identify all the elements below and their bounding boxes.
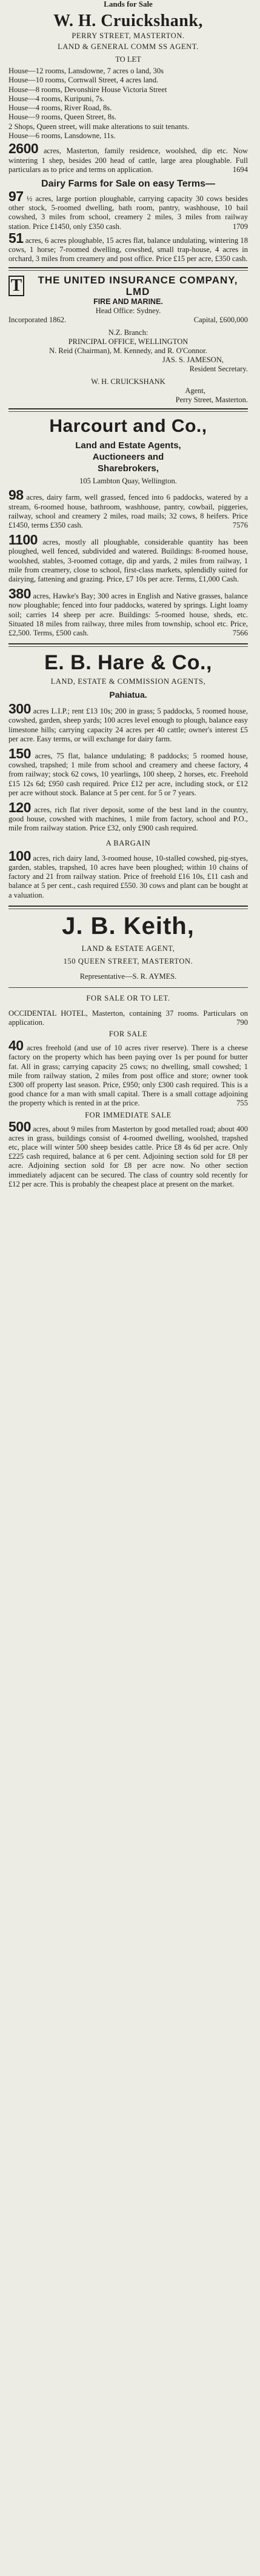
entry-lead: 100: [8, 847, 31, 864]
to-let-item: House—10 rooms, Cornwall Street, 4 acres land.: [8, 76, 159, 85]
entry-lead: 51: [8, 230, 24, 246]
sale-let-heading: FOR SALE OR TO LET.: [86, 993, 170, 1002]
entry-ref: 1709: [232, 222, 248, 231]
bargain-heading: A BARGAIN: [105, 838, 151, 847]
for-sale-heading: FOR SALE: [108, 1030, 148, 1039]
entry-lead: 150: [8, 746, 31, 762]
to-let-item: House—6 rooms, Lansdowne, 11s.: [8, 131, 116, 141]
hare-line1: LAND, ESTATE & COMMISSION AGENTS,: [50, 677, 206, 686]
insurance-agent-title: Agent,: [185, 386, 205, 396]
entry-text: acres freehold (and use of 10 acres river reserve). There is a cheese factory on the property which has been paying over 1s per pound for butter fat. All in grass; carrying capacity 25 cows; no dwelling, small cowshed; 1 mile from railway station, 2 miles from post office and store; owner took £300 off property last season. Price, £950; only £300 cash required. This is a good chance for a man with small capital. There is a small cottage adjoining the property which is rented in at the price.: [8, 1044, 248, 1108]
entry-text: acres L.I.P.; rent £13 10s; 200 in grass; 5 paddocks, 5 roomed house, cowshed, garden, sheep yards; 100 acres level enough to plough, balance easy limestone hills; carrying capacity 24 acres per 40 cattle; owner's interest £5 per acre. Easy terms, or will exchange for dairy farm.: [8, 707, 248, 743]
entry-text: acres, 6 acres ploughable, 15 acres flat, balance undulating, wintering 18 cows, 1 horse; 7-roomed dwelling, cowshed, small trap-house, 4 acres in orchard, 3 miles from creamery and post office. Price £15 per acre, £350 cash.: [8, 236, 248, 263]
entry-lead: 98: [8, 487, 24, 503]
divider: [8, 643, 248, 647]
listing-entry: [8, 586, 248, 638]
insurance-secretary: JAS. S. JAMESON,: [162, 356, 224, 365]
entry-97: [8, 188, 248, 231]
entry-lead: 300: [8, 701, 31, 717]
harcourt-line2: Auctioneers and: [92, 452, 164, 463]
entry-text: acres, mostly all ploughable, considerable quantity has been ploughed, well fenced, subdivided and watered. Buildings: 8-roomed house, woolshed, stables, 3-roomed cottage, dip and yards, 2 miles from railway, 1 mile from creamery, close to school, first-class markets, splendidly suited for dairying, fattening and grazing. Price, £7 10s per acre. Terms, £1,000 Cash.: [8, 538, 248, 584]
listing-entry: [8, 532, 248, 584]
to-let-item: House—4 rooms, Kuripuni, 7s.: [8, 94, 105, 103]
entry-lead: 1100: [8, 532, 38, 548]
to-let-list: [8, 67, 248, 141]
entry-text: acres, about 9 miles from Masterton by good metalled road; about 400 acres in grass, buildings consist of 4-roomed dwelling, woolshed, trapshed etc, place will winter 500 sheep besides cattle. Price £8 4s 6d per acre. Only £225 cash required, balance at 6 per cent. Adjoining section sold for £8 per acre. Adjoining section sold for £8 per acre now. No other section immediately adjacent can be secured. The class of country sold recently for £12 per acre. This is probably the cheapest place at present on the market.: [8, 1124, 248, 1188]
entry-text: acres, rich dairy land, 3-roomed house, 10-stalled cowshed, pig-styes, garden, stables, trapshed, 10 acres have been ploughed; within 10 chains of factory and 21 from railway station. Price of freehold £16 10s, £11 cash and balance at 5 per cent., cash required £550. 30 cows and plant can be bought at a valuation.: [8, 853, 248, 899]
divider: [8, 987, 248, 988]
insurance-secretary-title: Resident Secretary.: [189, 365, 248, 374]
harcourt-listings: [8, 487, 248, 638]
hotel-entry: [8, 1009, 248, 1027]
cruickshank-name: W. H. Cruickshank,: [53, 12, 203, 30]
listing-entry: [8, 701, 248, 744]
cruickshank-ad: [8, 11, 248, 263]
keith-name: J. B. Keith,: [62, 912, 195, 939]
entry-lead: 500: [8, 1118, 31, 1134]
hare-listings: [8, 701, 248, 899]
to-let-item: 2 Shops, Queen street, will make alterations to suit tenants.: [8, 122, 189, 131]
entry-lead: 97: [8, 188, 24, 204]
to-let-heading: TO LET: [115, 55, 141, 64]
harcourt-address: 105 Lambton Quay, Wellington.: [79, 477, 177, 486]
divider: [8, 906, 248, 909]
to-let-item: House—4 rooms, River Road, 8s.: [8, 104, 112, 113]
entry-text: acres, Hawke's Bay; 300 acres in English and Native grasses, balance now ploughable; fenced into four paddocks, watered by springs. Light loamy soil; carries 14 sheep per acre. Buildings: 5-roomed house, sheds, etc. Situated 18 miles from railway, three miles from township, school etc. Price, £2,500. Terms, £500 cash.: [8, 592, 248, 638]
cruickshank-address: PERRY STREET, MASTERTON.: [72, 31, 185, 40]
entry-40: [8, 1038, 248, 1108]
hare-line2: Pahiatua.: [109, 690, 147, 700]
to-let-item: House—9 rooms, Queen Street, 8s.: [8, 113, 117, 122]
insurance-agent: W. H. CRUICKSHANK: [91, 377, 165, 386]
entry-lead: 120: [8, 800, 31, 816]
top-banner: Lands for Sale: [104, 0, 153, 8]
insurance-ad: [8, 274, 248, 405]
entry-ref: 1694: [232, 165, 248, 174]
entry-text: acres, 75 flat, balance undulating; 8 paddocks; 5 roomed house, cowshed, trapshed; 1 mile from school and creamery and cheese factory, 4 from railway; stock 62 cows, 10 yearlings, 100 sheep, 2 horses, etc. Freehold £15 12s 6d; £950 cash required. Price £12 per acre, including stock, or £12 per acre without stock. Balance at 5 per cent. for 5 or 7 years.: [8, 752, 248, 797]
entry-ref: 755: [236, 1099, 248, 1108]
to-let-item: House—12 rooms, Lansdowne, 7 acres o land, 30s: [8, 67, 164, 75]
divider: [8, 408, 248, 412]
keith-rep: Representative—S. R. AYMES.: [79, 972, 177, 981]
insurance-logo: T: [8, 276, 24, 296]
insurance-title: THE UNITED INSURANCE COMPANY, LMD: [38, 274, 238, 298]
insurance-principal: PRINCIPAL OFFICE, WELLINGTON: [68, 337, 188, 346]
insurance-branch: N.Z. Branch:: [108, 328, 148, 337]
keith-line1: LAND & ESTATE AGENT,: [81, 944, 175, 953]
listing-entry: [8, 800, 248, 833]
entry-text: acres, dairy farm, well grassed, fenced into 6 paddocks, watered by a stream, 6-roomed house, bathroom, washhouse, pantry, cowbail, piggeries, railway, school and creamery 2 miles, road mails; 32 cows, 8 heifers. Price £1450, terms £350 cash.: [8, 493, 248, 530]
entry-lead: 2600: [8, 141, 39, 157]
insurance-agent-address: Perry Street, Masterton.: [175, 396, 248, 405]
insurance-head-office: Head Office: Sydney.: [95, 306, 161, 316]
harcourt-line1: Land and Estate Agents,: [75, 440, 181, 451]
entry-ref: 7576: [232, 521, 248, 530]
listing-entry: [8, 746, 248, 798]
entry-ref: 790: [236, 1018, 248, 1027]
entry-text: ½ acres, large portion ploughable, carrying capacity 30 cows besides other stock, 5-roomed dwelling, bath room, pantry, washhouse, 10 bail cowshed, 3 miles from school, creamery 2 miles, 3 miles from railway station. Price £1450, only £350 cash.: [8, 194, 248, 231]
hare-name: E. B. Hare & Co.,: [44, 651, 212, 675]
harcourt-name: Harcourt and Co.,: [49, 416, 207, 437]
insurance-directors: N. Reid (Chairman), M. Kennedy, and R. O'Connor.: [49, 346, 207, 356]
insurance-capital-row: [8, 316, 248, 325]
insurance-incorporated: Incorporated 1862.: [8, 316, 67, 325]
harcourt-line3: Sharebrokers,: [98, 463, 159, 474]
insurance-sub: FIRE AND MARINE.: [93, 297, 163, 306]
listing-entry: [8, 487, 248, 530]
immediate-heading: FOR IMMEDIATE SALE: [85, 1110, 172, 1119]
entry-500: [8, 1118, 248, 1189]
divider: [8, 267, 248, 271]
dairy-heading: Dairy Farms for Sale on easy Terms—: [41, 178, 215, 189]
entry-ref: 7566: [232, 629, 248, 638]
cruickshank-agent-line: LAND & GENERAL COMM SS AGENT.: [58, 42, 199, 51]
to-let-item: House—8 rooms, Devonshire House Victoria Street: [8, 85, 167, 94]
harcourt-ad: [8, 416, 248, 638]
entry-lead: 380: [8, 586, 31, 602]
listing-entry: [8, 847, 248, 900]
hare-ad: [8, 651, 248, 899]
keith-address: 150 QUEEN STREET, MASTERTON.: [63, 956, 193, 965]
keith-ad: [8, 913, 248, 1189]
entry-51: [8, 230, 248, 264]
insurance-capital: Capital, £600,000: [193, 316, 248, 325]
entry-text: OCCIDENTAL HOTEL, Masterton, containing 37 rooms. Particulars on application.: [8, 1008, 248, 1027]
entry-text: acres, rich flat river deposit, some of the best land in the country, good house, cowshed with machines, 1 mile from factory, school and P.O., mile from railway station. Price £32, only £900 cash required.: [8, 806, 248, 833]
entry-text: acres, Masterton, family residence, woolshed, dip etc. Now wintering 1 shep, besides 200 head of cattle, large area ploughable. Full particulars as to price and terms on application.: [8, 147, 248, 174]
entry-2600: [8, 141, 248, 174]
entry-lead: 40: [8, 1038, 24, 1054]
insurance-header: [8, 274, 248, 297]
